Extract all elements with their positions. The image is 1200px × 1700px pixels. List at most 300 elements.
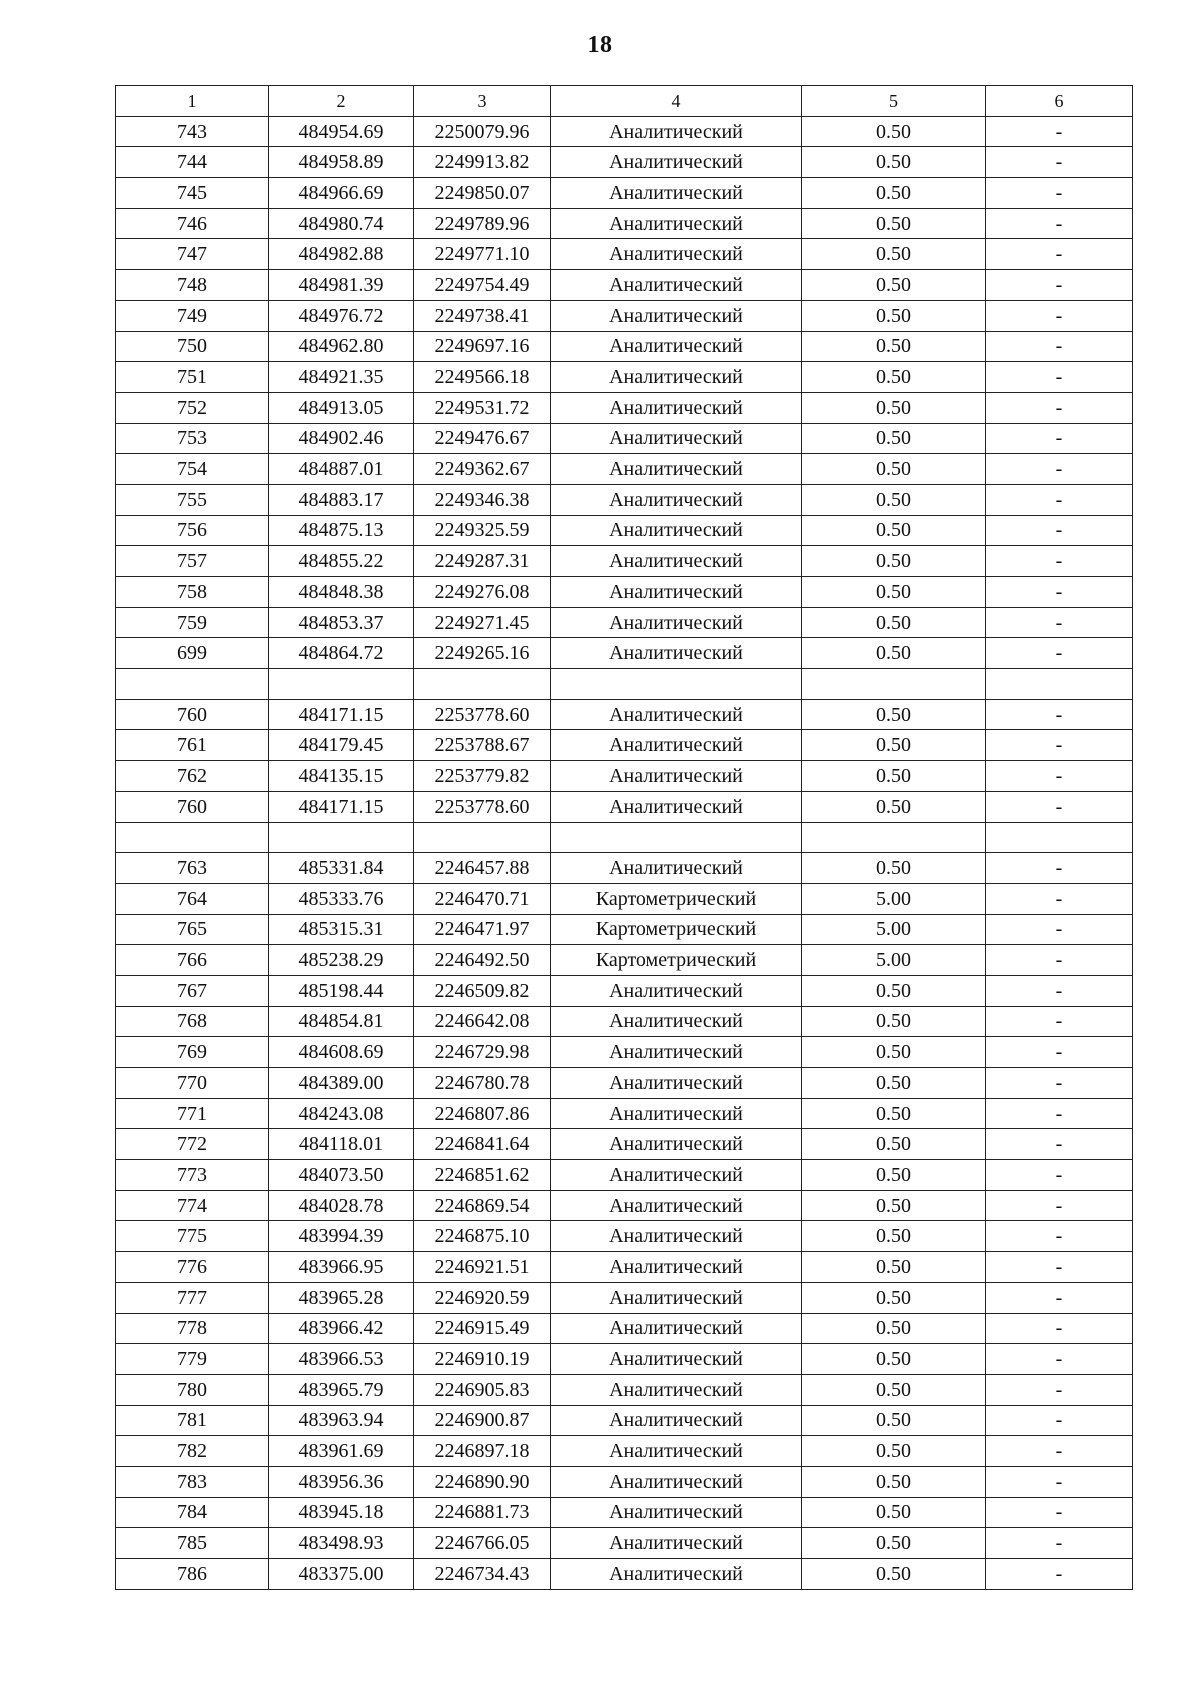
table-row — [116, 454, 1133, 485]
method-cell — [551, 822, 802, 853]
y-coordinate-cell: 2246910.19 — [414, 1344, 551, 1375]
point-number-cell: 764 — [116, 883, 269, 914]
y-coordinate-cell: 2246920.59 — [414, 1282, 551, 1313]
table-row — [116, 1282, 1133, 1313]
x-coordinate-cell: 484389.00 — [269, 1068, 414, 1099]
x-coordinate-cell: 483963.94 — [269, 1405, 414, 1436]
point-number-cell: 783 — [116, 1466, 269, 1497]
table-row — [116, 1313, 1133, 1344]
method-cell: Аналитический — [551, 300, 802, 331]
y-coordinate-cell: 2246915.49 — [414, 1313, 551, 1344]
description-cell: - — [986, 791, 1133, 822]
table-row — [116, 1559, 1133, 1590]
point-number-cell: 754 — [116, 454, 269, 485]
accuracy-cell: 0.50 — [802, 1252, 986, 1283]
accuracy-cell: 0.50 — [802, 638, 986, 669]
x-coordinate-cell: 484135.15 — [269, 761, 414, 792]
description-cell: - — [986, 730, 1133, 761]
y-coordinate-cell: 2246869.54 — [414, 1190, 551, 1221]
table-row — [116, 1497, 1133, 1528]
y-coordinate-cell: 2246897.18 — [414, 1436, 551, 1467]
x-coordinate-cell: 483375.00 — [269, 1559, 414, 1590]
method-cell: Аналитический — [551, 761, 802, 792]
accuracy-cell: 0.50 — [802, 1190, 986, 1221]
x-coordinate-cell: 483945.18 — [269, 1497, 414, 1528]
x-coordinate-cell: 484179.45 — [269, 730, 414, 761]
method-cell: Аналитический — [551, 1374, 802, 1405]
description-cell: - — [986, 914, 1133, 945]
x-coordinate-cell: 484855.22 — [269, 546, 414, 577]
point-number-cell: 765 — [116, 914, 269, 945]
accuracy-cell: 0.50 — [802, 1528, 986, 1559]
description-cell: - — [986, 1129, 1133, 1160]
accuracy-cell: 0.50 — [802, 392, 986, 423]
description-cell — [986, 669, 1133, 700]
method-cell: Аналитический — [551, 515, 802, 546]
method-cell: Аналитический — [551, 1282, 802, 1313]
accuracy-cell: 0.50 — [802, 116, 986, 147]
point-number-cell: 745 — [116, 178, 269, 209]
y-coordinate-cell: 2246890.90 — [414, 1466, 551, 1497]
point-number-cell: 769 — [116, 1037, 269, 1068]
table-row — [116, 1006, 1133, 1037]
accuracy-cell: 0.50 — [802, 147, 986, 178]
method-cell: Аналитический — [551, 546, 802, 577]
table-body — [116, 86, 1133, 1590]
table-row — [116, 1190, 1133, 1221]
table-row — [116, 638, 1133, 669]
description-cell: - — [986, 1466, 1133, 1497]
y-coordinate-cell: 2253778.60 — [414, 791, 551, 822]
table-row — [116, 239, 1133, 270]
table-row — [116, 515, 1133, 546]
separator-row — [116, 822, 1133, 853]
method-cell: Аналитический — [551, 454, 802, 485]
method-cell: Аналитический — [551, 331, 802, 362]
table-row — [116, 147, 1133, 178]
x-coordinate-cell: 485198.44 — [269, 975, 414, 1006]
y-coordinate-cell: 2249754.49 — [414, 270, 551, 301]
y-coordinate-cell: 2249850.07 — [414, 178, 551, 209]
table-row — [116, 699, 1133, 730]
accuracy-cell: 0.50 — [802, 208, 986, 239]
point-number-cell: 777 — [116, 1282, 269, 1313]
method-cell: Аналитический — [551, 1160, 802, 1191]
table-row — [116, 945, 1133, 976]
x-coordinate-cell: 483961.69 — [269, 1436, 414, 1467]
point-number-cell: 779 — [116, 1344, 269, 1375]
y-coordinate-cell: 2246780.78 — [414, 1068, 551, 1099]
method-cell: Аналитический — [551, 1497, 802, 1528]
y-coordinate-cell: 2249566.18 — [414, 362, 551, 393]
point-number-cell: 760 — [116, 791, 269, 822]
y-coordinate-cell: 2249531.72 — [414, 392, 551, 423]
accuracy-cell — [802, 669, 986, 700]
y-coordinate-cell: 2246471.97 — [414, 914, 551, 945]
y-coordinate-cell: 2253779.82 — [414, 761, 551, 792]
method-cell: Аналитический — [551, 270, 802, 301]
y-coordinate-cell: 2249346.38 — [414, 484, 551, 515]
accuracy-cell: 0.50 — [802, 1436, 986, 1467]
method-cell: Аналитический — [551, 178, 802, 209]
description-cell: - — [986, 147, 1133, 178]
description-cell: - — [986, 853, 1133, 884]
page-number: 18 — [587, 32, 613, 58]
method-cell: Аналитический — [551, 1559, 802, 1590]
description-cell: - — [986, 546, 1133, 577]
description-cell: - — [986, 270, 1133, 301]
accuracy-cell: 0.50 — [802, 484, 986, 515]
x-coordinate-cell: 483965.28 — [269, 1282, 414, 1313]
y-coordinate-cell: 2246642.08 — [414, 1006, 551, 1037]
description-cell: - — [986, 1559, 1133, 1590]
method-cell: Аналитический — [551, 638, 802, 669]
method-cell: Аналитический — [551, 1098, 802, 1129]
y-coordinate-cell — [414, 669, 551, 700]
accuracy-cell: 0.50 — [802, 607, 986, 638]
table-row — [116, 178, 1133, 209]
point-number-cell: 760 — [116, 699, 269, 730]
table-row — [116, 1374, 1133, 1405]
table-row — [116, 1221, 1133, 1252]
description-cell: - — [986, 883, 1133, 914]
accuracy-cell: 0.50 — [802, 1466, 986, 1497]
x-coordinate-cell: 484887.01 — [269, 454, 414, 485]
column-header-2: 2 — [269, 86, 414, 117]
table-row — [116, 392, 1133, 423]
table-row — [116, 423, 1133, 454]
y-coordinate-cell: 2249697.16 — [414, 331, 551, 362]
x-coordinate-cell: 485315.31 — [269, 914, 414, 945]
description-cell: - — [986, 607, 1133, 638]
x-coordinate-cell: 484848.38 — [269, 577, 414, 608]
table-row — [116, 270, 1133, 301]
x-coordinate-cell: 484921.35 — [269, 362, 414, 393]
y-coordinate-cell: 2249913.82 — [414, 147, 551, 178]
accuracy-cell — [802, 822, 986, 853]
method-cell: Аналитический — [551, 1252, 802, 1283]
x-coordinate-cell: 484902.46 — [269, 423, 414, 454]
point-number-cell: 781 — [116, 1405, 269, 1436]
table-row — [116, 1252, 1133, 1283]
point-number-cell: 766 — [116, 945, 269, 976]
accuracy-cell: 0.50 — [802, 270, 986, 301]
description-cell: - — [986, 1313, 1133, 1344]
table-row — [116, 730, 1133, 761]
y-coordinate-cell: 2246766.05 — [414, 1528, 551, 1559]
accuracy-cell: 0.50 — [802, 515, 986, 546]
accuracy-cell: 0.50 — [802, 1068, 986, 1099]
method-cell: Аналитический — [551, 730, 802, 761]
x-coordinate-cell: 484028.78 — [269, 1190, 414, 1221]
y-coordinate-cell: 2249789.96 — [414, 208, 551, 239]
description-cell: - — [986, 454, 1133, 485]
point-number-cell: 785 — [116, 1528, 269, 1559]
method-cell: Аналитический — [551, 1221, 802, 1252]
method-cell — [551, 669, 802, 700]
description-cell: - — [986, 1344, 1133, 1375]
method-cell: Аналитический — [551, 208, 802, 239]
x-coordinate-cell: 484958.89 — [269, 147, 414, 178]
point-number-cell: 763 — [116, 853, 269, 884]
x-coordinate-cell: 484966.69 — [269, 178, 414, 209]
accuracy-cell: 0.50 — [802, 362, 986, 393]
table-row — [116, 484, 1133, 515]
accuracy-cell: 0.50 — [802, 300, 986, 331]
point-number-cell: 772 — [116, 1129, 269, 1160]
accuracy-cell: 0.50 — [802, 1129, 986, 1160]
point-number-cell: 774 — [116, 1190, 269, 1221]
point-number-cell: 748 — [116, 270, 269, 301]
y-coordinate-cell: 2246470.71 — [414, 883, 551, 914]
description-cell: - — [986, 1282, 1133, 1313]
y-coordinate-cell: 2246457.88 — [414, 853, 551, 884]
x-coordinate-cell: 484980.74 — [269, 208, 414, 239]
x-coordinate-cell: 484073.50 — [269, 1160, 414, 1191]
method-cell: Аналитический — [551, 853, 802, 884]
description-cell: - — [986, 577, 1133, 608]
accuracy-cell: 0.50 — [802, 331, 986, 362]
description-cell: - — [986, 362, 1133, 393]
table-row — [116, 1344, 1133, 1375]
method-cell: Аналитический — [551, 239, 802, 270]
accuracy-cell: 0.50 — [802, 1006, 986, 1037]
method-cell: Аналитический — [551, 1344, 802, 1375]
table-row — [116, 761, 1133, 792]
method-cell: Аналитический — [551, 423, 802, 454]
description-cell: - — [986, 975, 1133, 1006]
point-number-cell: 750 — [116, 331, 269, 362]
x-coordinate-cell: 483966.95 — [269, 1252, 414, 1283]
accuracy-cell: 0.50 — [802, 1282, 986, 1313]
y-coordinate-cell: 2246729.98 — [414, 1037, 551, 1068]
point-number-cell: 773 — [116, 1160, 269, 1191]
method-cell: Аналитический — [551, 1129, 802, 1160]
table-row — [116, 362, 1133, 393]
table-row — [116, 208, 1133, 239]
y-coordinate-cell: 2249362.67 — [414, 454, 551, 485]
table-row — [116, 853, 1133, 884]
accuracy-cell: 0.50 — [802, 761, 986, 792]
x-coordinate-cell: 485238.29 — [269, 945, 414, 976]
description-cell: - — [986, 1528, 1133, 1559]
accuracy-cell: 0.50 — [802, 1405, 986, 1436]
accuracy-cell: 0.50 — [802, 1160, 986, 1191]
method-cell: Картометрический — [551, 883, 802, 914]
table-row — [116, 331, 1133, 362]
point-number-cell — [116, 822, 269, 853]
y-coordinate-cell: 2246905.83 — [414, 1374, 551, 1405]
accuracy-cell: 5.00 — [802, 914, 986, 945]
description-cell: - — [986, 699, 1133, 730]
x-coordinate-cell: 483498.93 — [269, 1528, 414, 1559]
method-cell: Аналитический — [551, 577, 802, 608]
point-number-cell: 767 — [116, 975, 269, 1006]
point-number-cell: 771 — [116, 1098, 269, 1129]
method-cell: Аналитический — [551, 147, 802, 178]
x-coordinate-cell: 484981.39 — [269, 270, 414, 301]
x-coordinate-cell: 483956.36 — [269, 1466, 414, 1497]
x-coordinate-cell: 484875.13 — [269, 515, 414, 546]
table-row — [116, 1405, 1133, 1436]
y-coordinate-cell: 2249265.16 — [414, 638, 551, 669]
x-coordinate-cell: 484976.72 — [269, 300, 414, 331]
method-cell: Аналитический — [551, 1466, 802, 1497]
accuracy-cell: 5.00 — [802, 945, 986, 976]
accuracy-cell: 0.50 — [802, 1037, 986, 1068]
description-cell — [986, 822, 1133, 853]
y-coordinate-cell: 2246509.82 — [414, 975, 551, 1006]
point-number-cell: 752 — [116, 392, 269, 423]
method-cell: Картометрический — [551, 945, 802, 976]
y-coordinate-cell: 2246734.43 — [414, 1559, 551, 1590]
table-row — [116, 1068, 1133, 1099]
method-cell: Аналитический — [551, 484, 802, 515]
point-number-cell — [116, 669, 269, 700]
y-coordinate-cell: 2253778.60 — [414, 699, 551, 730]
description-cell: - — [986, 1405, 1133, 1436]
accuracy-cell: 0.50 — [802, 1559, 986, 1590]
x-coordinate-cell — [269, 669, 414, 700]
description-cell: - — [986, 178, 1133, 209]
table-row — [116, 1160, 1133, 1191]
x-coordinate-cell: 484608.69 — [269, 1037, 414, 1068]
method-cell: Аналитический — [551, 699, 802, 730]
method-cell: Аналитический — [551, 1190, 802, 1221]
table-row — [116, 791, 1133, 822]
description-cell: - — [986, 1252, 1133, 1283]
description-cell: - — [986, 423, 1133, 454]
table-row — [116, 1436, 1133, 1467]
accuracy-cell: 0.50 — [802, 546, 986, 577]
method-cell: Аналитический — [551, 1436, 802, 1467]
description-cell: - — [986, 1374, 1133, 1405]
description-cell: - — [986, 761, 1133, 792]
x-coordinate-cell: 484171.15 — [269, 699, 414, 730]
table-row — [116, 1466, 1133, 1497]
description-cell: - — [986, 484, 1133, 515]
point-number-cell: 755 — [116, 484, 269, 515]
y-coordinate-cell: 2246921.51 — [414, 1252, 551, 1283]
table-row — [116, 975, 1133, 1006]
x-coordinate-cell: 484171.15 — [269, 791, 414, 822]
x-coordinate-cell: 483965.79 — [269, 1374, 414, 1405]
description-cell: - — [986, 208, 1133, 239]
accuracy-cell: 5.00 — [802, 883, 986, 914]
y-coordinate-cell: 2249287.31 — [414, 546, 551, 577]
description-cell: - — [986, 945, 1133, 976]
description-cell: - — [986, 392, 1133, 423]
description-cell: - — [986, 1190, 1133, 1221]
method-cell: Аналитический — [551, 1528, 802, 1559]
table-row — [116, 607, 1133, 638]
point-number-cell: 778 — [116, 1313, 269, 1344]
point-number-cell: 746 — [116, 208, 269, 239]
accuracy-cell: 0.50 — [802, 1374, 986, 1405]
x-coordinate-cell: 485331.84 — [269, 853, 414, 884]
method-cell: Аналитический — [551, 1006, 802, 1037]
description-cell: - — [986, 1068, 1133, 1099]
description-cell: - — [986, 331, 1133, 362]
accuracy-cell: 0.50 — [802, 975, 986, 1006]
x-coordinate-cell: 483966.42 — [269, 1313, 414, 1344]
y-coordinate-cell: 2250079.96 — [414, 116, 551, 147]
y-coordinate-cell: 2249276.08 — [414, 577, 551, 608]
x-coordinate-cell: 484864.72 — [269, 638, 414, 669]
accuracy-cell: 0.50 — [802, 791, 986, 822]
y-coordinate-cell: 2249476.67 — [414, 423, 551, 454]
x-coordinate-cell: 484243.08 — [269, 1098, 414, 1129]
accuracy-cell: 0.50 — [802, 178, 986, 209]
point-number-cell: 751 — [116, 362, 269, 393]
table-row — [116, 546, 1133, 577]
method-cell: Аналитический — [551, 1068, 802, 1099]
y-coordinate-cell: 2253788.67 — [414, 730, 551, 761]
table-row — [116, 1528, 1133, 1559]
y-coordinate-cell: 2246841.64 — [414, 1129, 551, 1160]
y-coordinate-cell: 2246900.87 — [414, 1405, 551, 1436]
x-coordinate-cell: 483966.53 — [269, 1344, 414, 1375]
point-number-cell: 758 — [116, 577, 269, 608]
point-number-cell: 744 — [116, 147, 269, 178]
y-coordinate-cell: 2246881.73 — [414, 1497, 551, 1528]
point-number-cell: 699 — [116, 638, 269, 669]
point-number-cell: 762 — [116, 761, 269, 792]
x-coordinate-cell: 484982.88 — [269, 239, 414, 270]
point-number-cell: 768 — [116, 1006, 269, 1037]
x-coordinate-cell: 484883.17 — [269, 484, 414, 515]
accuracy-cell: 0.50 — [802, 1497, 986, 1528]
y-coordinate-cell: 2249771.10 — [414, 239, 551, 270]
x-coordinate-cell: 483994.39 — [269, 1221, 414, 1252]
point-number-cell: 782 — [116, 1436, 269, 1467]
accuracy-cell: 0.50 — [802, 853, 986, 884]
description-cell: - — [986, 239, 1133, 270]
column-header-6: 6 — [986, 86, 1133, 117]
accuracy-cell: 0.50 — [802, 730, 986, 761]
method-cell: Аналитический — [551, 392, 802, 423]
point-number-cell: 775 — [116, 1221, 269, 1252]
y-coordinate-cell: 2249325.59 — [414, 515, 551, 546]
point-number-cell: 743 — [116, 116, 269, 147]
table-row — [116, 577, 1133, 608]
x-coordinate-cell: 484954.69 — [269, 116, 414, 147]
method-cell: Аналитический — [551, 116, 802, 147]
y-coordinate-cell: 2249271.45 — [414, 607, 551, 638]
point-number-cell: 759 — [116, 607, 269, 638]
description-cell: - — [986, 1436, 1133, 1467]
method-cell: Картометрический — [551, 914, 802, 945]
column-header-1: 1 — [116, 86, 269, 117]
method-cell: Аналитический — [551, 1037, 802, 1068]
point-number-cell: 784 — [116, 1497, 269, 1528]
table-row — [116, 914, 1133, 945]
method-cell: Аналитический — [551, 1313, 802, 1344]
point-number-cell: 770 — [116, 1068, 269, 1099]
x-coordinate-cell — [269, 822, 414, 853]
point-number-cell: 749 — [116, 300, 269, 331]
column-header-4: 4 — [551, 86, 802, 117]
y-coordinate-cell: 2249738.41 — [414, 300, 551, 331]
method-cell: Аналитический — [551, 362, 802, 393]
description-cell: - — [986, 1098, 1133, 1129]
accuracy-cell: 0.50 — [802, 577, 986, 608]
y-coordinate-cell: 2246851.62 — [414, 1160, 551, 1191]
accuracy-cell: 0.50 — [802, 1098, 986, 1129]
header-row — [116, 86, 1133, 117]
table-row — [116, 116, 1133, 147]
point-number-cell: 780 — [116, 1374, 269, 1405]
